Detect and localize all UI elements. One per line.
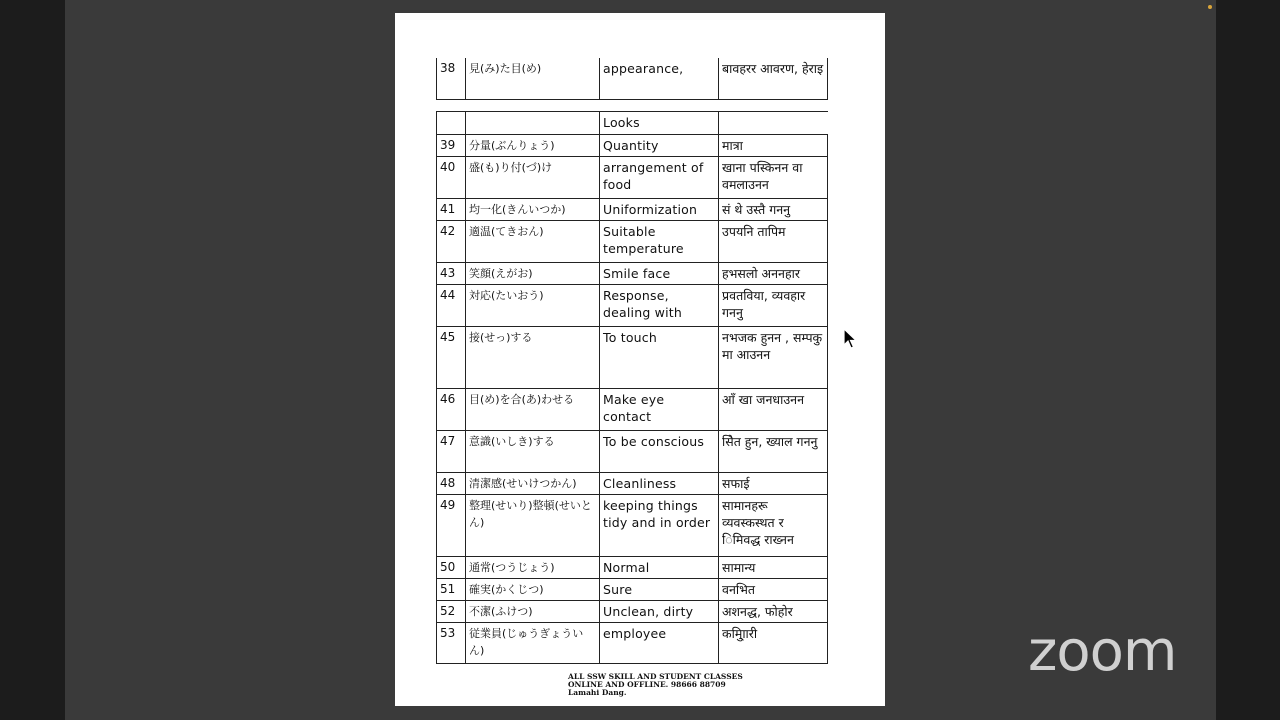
row-number: 43 xyxy=(437,263,466,285)
nepali-meaning: अशनद्ध, फोहोर xyxy=(719,601,828,623)
table-row xyxy=(437,495,828,557)
table-row xyxy=(437,557,828,579)
row-number: 49 xyxy=(437,495,466,557)
table-row xyxy=(437,623,828,664)
table-row xyxy=(437,473,828,495)
english-meaning: Sure xyxy=(600,579,719,601)
english-meaning: Looks xyxy=(600,112,719,135)
row-number: 39 xyxy=(437,135,466,157)
english-meaning: appearance, xyxy=(600,58,719,99)
japanese-term: 整理(せいり)整頓(せいとん) xyxy=(466,495,600,557)
nepali-meaning: कमु्ािारी xyxy=(719,623,828,664)
nepali-meaning: उपयनि तापिम xyxy=(719,221,828,263)
empty-cell xyxy=(719,112,828,135)
nepali-meaning: आँ खा जनधाउनन xyxy=(719,389,828,431)
row-number: 51 xyxy=(437,579,466,601)
row-number: 44 xyxy=(437,285,466,327)
nepali-meaning: सामानहरू व्यवस्कस्थत र िमिवद्ध राख्नन xyxy=(719,495,828,557)
table-row xyxy=(437,112,828,135)
nepali-meaning: सामान्य xyxy=(719,557,828,579)
japanese-term: 均一化(きんいつか) xyxy=(466,199,600,221)
empty-cell xyxy=(466,112,600,135)
nepali-meaning: हभसलो अननहार xyxy=(719,263,828,285)
english-meaning: Response, dealing with xyxy=(600,285,719,327)
nepali-meaning: वनभित xyxy=(719,579,828,601)
nepali-meaning: सं थे उस्तै गननु xyxy=(719,199,828,221)
table-row xyxy=(437,157,828,199)
japanese-term: 清潔感(せいけつかん) xyxy=(466,473,600,495)
table-row xyxy=(437,431,828,473)
japanese-term: 接(せっ)する xyxy=(466,327,600,389)
table-row xyxy=(437,579,828,601)
japanese-term: 盛(も)り付(づ)け xyxy=(466,157,600,199)
nepali-meaning: नभजक हुनन , सम्पकु मा आउनन xyxy=(719,327,828,389)
row-number: 53 xyxy=(437,623,466,664)
english-meaning: Normal xyxy=(600,557,719,579)
table-row xyxy=(437,263,828,285)
japanese-term: 適温(てきおん) xyxy=(466,221,600,263)
row-number: 42 xyxy=(437,221,466,263)
english-meaning: arrangement of food xyxy=(600,157,719,199)
japanese-term: 分量(ぶんりょう) xyxy=(466,135,600,157)
footer-line: ALL SSW SKILL AND STUDENT CLASSES xyxy=(568,672,743,681)
english-meaning: employee xyxy=(600,623,719,664)
nepali-meaning: सिेत हुन, ख्याल गननु xyxy=(719,431,828,473)
english-meaning: To be conscious xyxy=(600,431,719,473)
japanese-term: 確実(かくじつ) xyxy=(466,579,600,601)
japanese-term: 対応(たいおう) xyxy=(466,285,600,327)
document-footer xyxy=(568,673,768,697)
japanese-term: 見(み)た目(め) xyxy=(466,58,600,99)
nepali-meaning: मात्रा xyxy=(719,135,828,157)
footer-line: ONLINE AND OFFLINE. 98666 88709 xyxy=(568,680,726,689)
table-row xyxy=(437,285,828,327)
nepali-meaning: बावहरर आवरण, हेराइ xyxy=(719,58,828,99)
nepali-meaning: सफाई xyxy=(719,473,828,495)
table-row xyxy=(437,601,828,623)
english-meaning: keeping things tidy and in order xyxy=(600,495,719,557)
japanese-term: 意識(いしき)する xyxy=(466,431,600,473)
english-meaning: Make eye contact xyxy=(600,389,719,431)
row-number: 47 xyxy=(437,431,466,473)
table-row xyxy=(437,327,828,389)
zoom-logo: zoom xyxy=(1028,619,1177,684)
table-row xyxy=(437,135,828,157)
english-meaning: Quantity xyxy=(600,135,719,157)
vocab-table-main xyxy=(436,111,828,664)
row-number: 40 xyxy=(437,157,466,199)
japanese-term: 笑顔(えがお) xyxy=(466,263,600,285)
japanese-term: 通常(つうじょう) xyxy=(466,557,600,579)
nepali-meaning: प्रवतविया, व्यवहार गननु xyxy=(719,285,828,327)
row-number: 46 xyxy=(437,389,466,431)
japanese-term: 目(め)を合(あ)わせる xyxy=(466,389,600,431)
table-row xyxy=(437,199,828,221)
footer-line: Lamahi Dang. xyxy=(568,688,627,697)
english-meaning: Uniformization xyxy=(600,199,719,221)
nepali-meaning: खाना पस्किनन वा वमलाउनन xyxy=(719,157,828,199)
japanese-term: 不潔(ふけつ) xyxy=(466,601,600,623)
english-meaning: To touch xyxy=(600,327,719,389)
english-meaning: Smile face xyxy=(600,263,719,285)
empty-cell xyxy=(437,112,466,135)
row-number: 50 xyxy=(437,557,466,579)
vocab-table-top xyxy=(436,58,828,100)
document-page xyxy=(395,13,885,706)
row-number: 52 xyxy=(437,601,466,623)
english-meaning: Cleanliness xyxy=(600,473,719,495)
table-row xyxy=(437,58,828,99)
table-row xyxy=(437,389,828,431)
row-number: 38 xyxy=(437,58,466,99)
table-row xyxy=(437,221,828,263)
english-meaning: Suitable temperature xyxy=(600,221,719,263)
mouse-pointer-icon xyxy=(843,328,859,350)
row-number: 45 xyxy=(437,327,466,389)
row-number: 41 xyxy=(437,199,466,221)
status-dot xyxy=(1208,5,1212,9)
japanese-term: 従業員(じゅうぎょういん) xyxy=(466,623,600,664)
english-meaning: Unclean, dirty xyxy=(600,601,719,623)
row-number: 48 xyxy=(437,473,466,495)
